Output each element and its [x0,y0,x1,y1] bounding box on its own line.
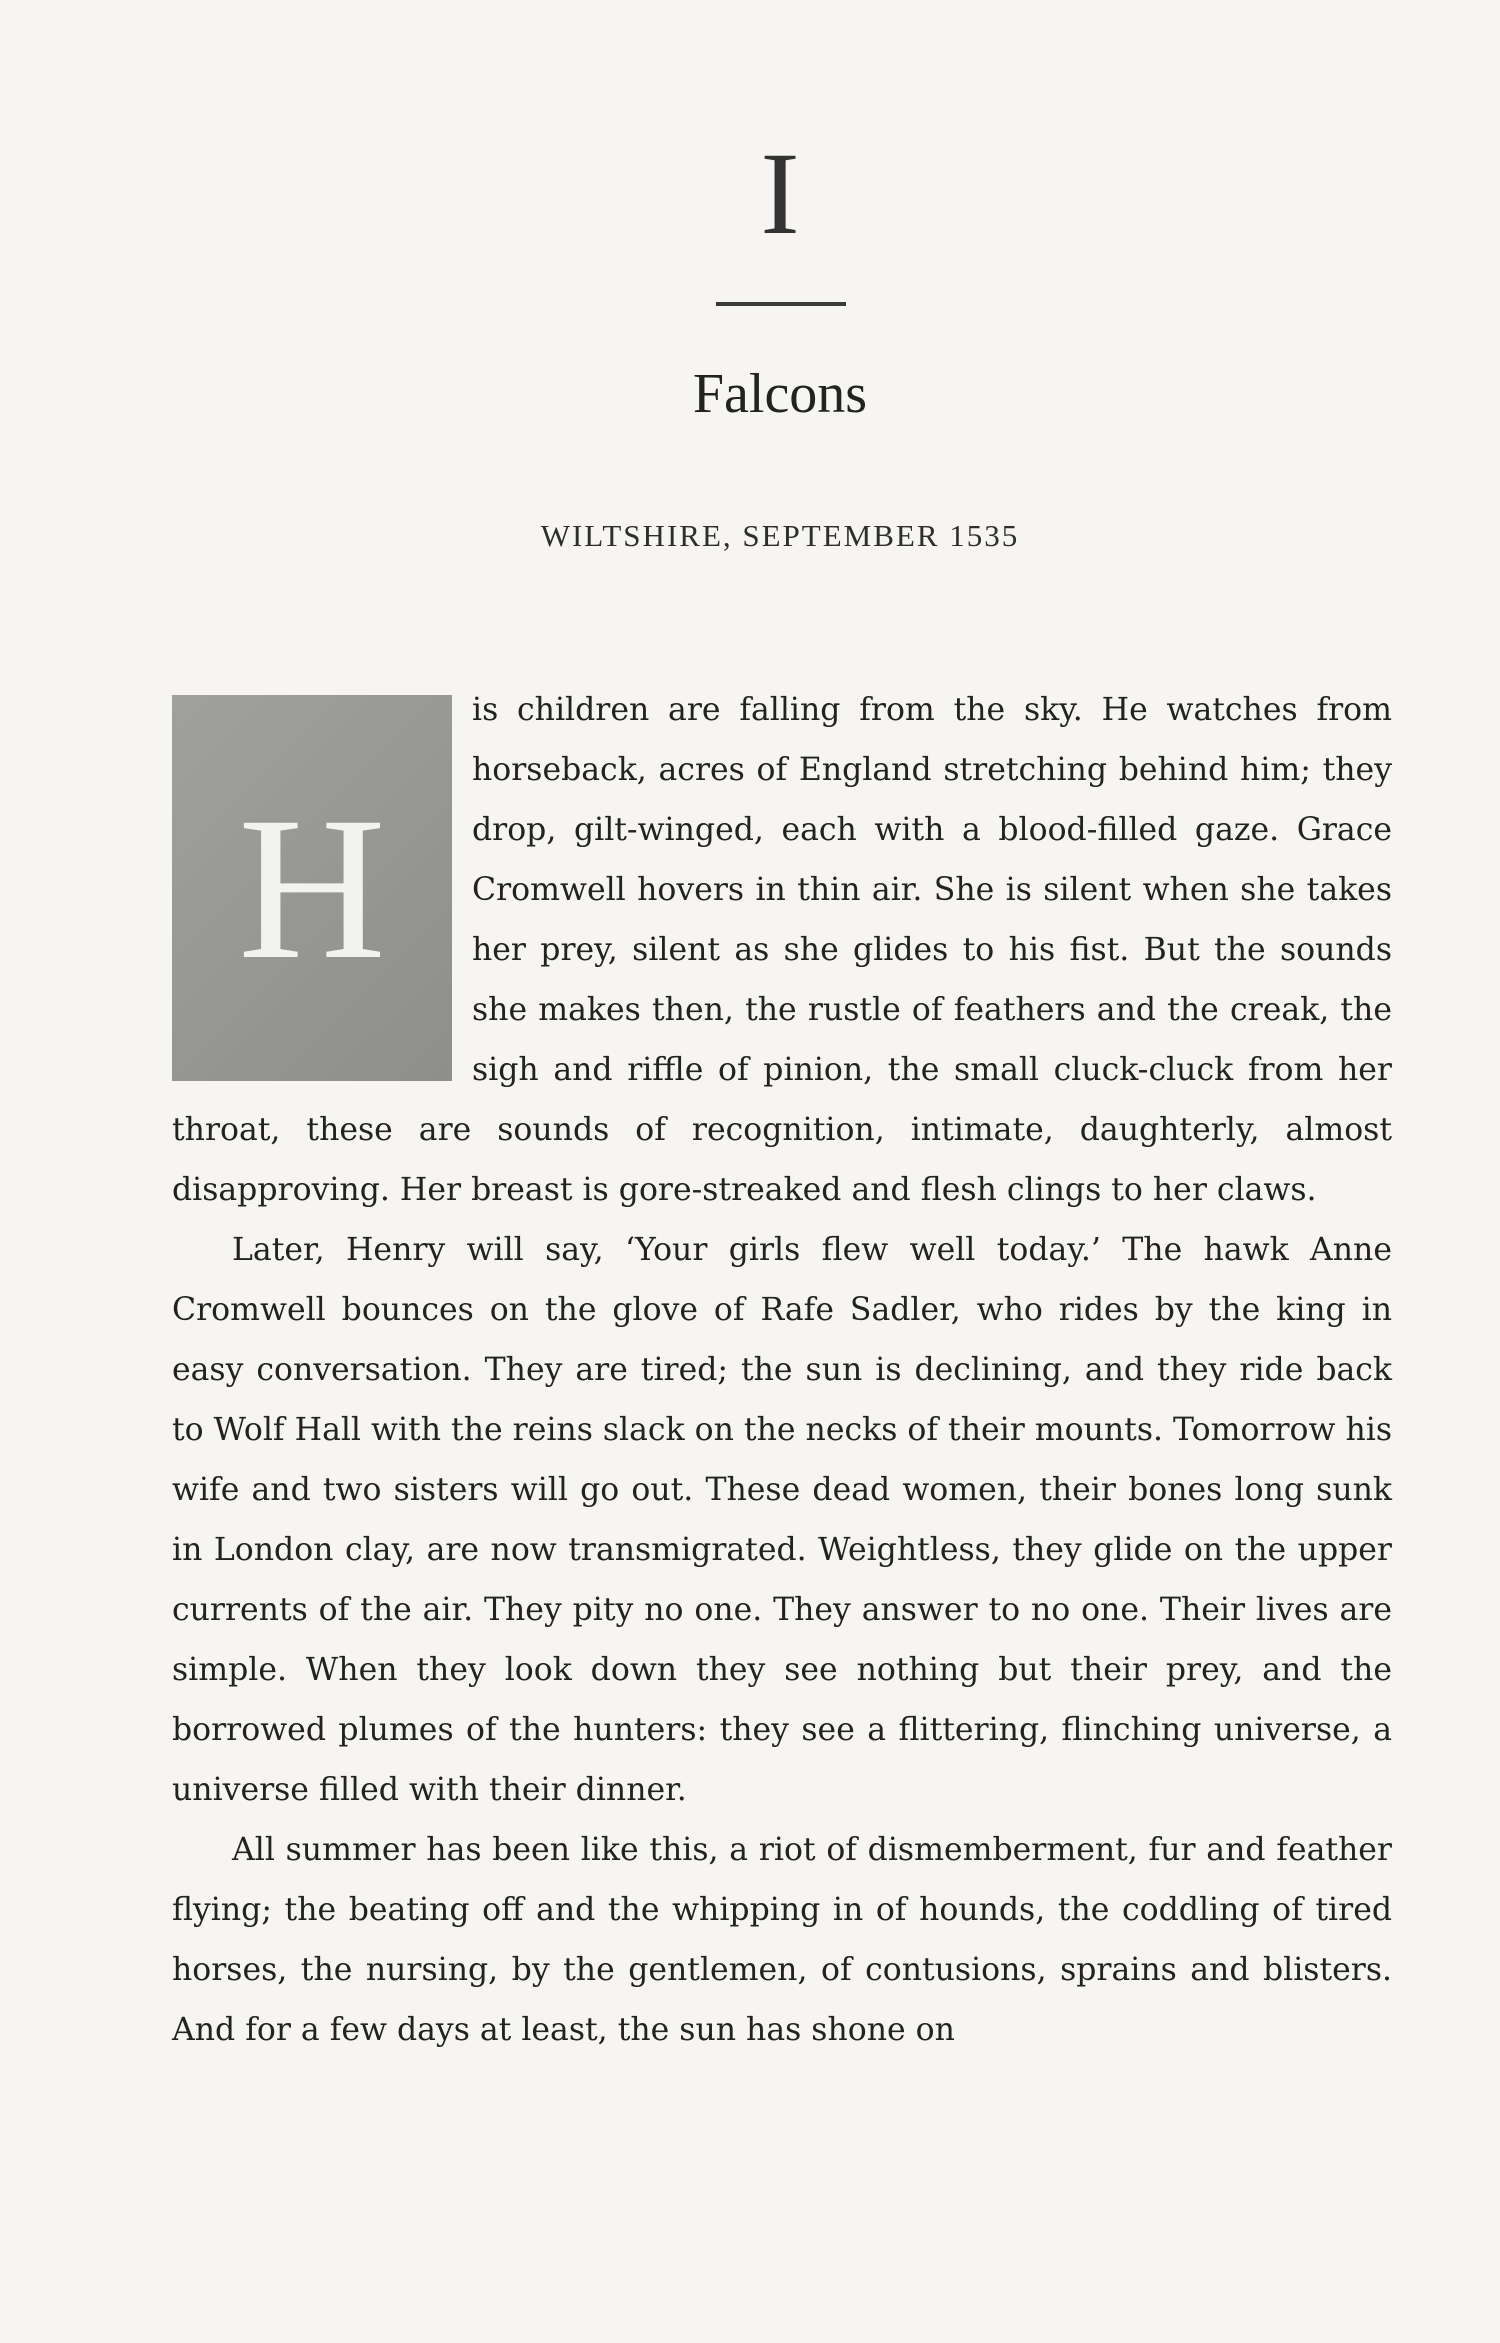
chapter-subtitle: WILTSHIRE, SEPTEMBER 1535 [540,518,1020,553]
drop-cap-letter: H [237,774,387,1002]
chapter-number: I [760,128,800,259]
paragraph-1: is children are falling from the sky. He watches from horseback, acres of England stretching behind him; they drop, gilt-winged, each with a blood-filled gaze. Grace Cromwell hovers in thin air. She is silent when she takes her prey, silent as she glides to his fist. But the sounds she makes then, the rustle of feathers and the creak, the sigh and riffle of pinion, the small cluck-cluck from her throat, these are sounds of recognition, intimate, daughterly, almost disapproving. Her breast is gore-streaked and flesh clings to her claws. [172,692,1392,1208]
body-text [172,680,1392,2060]
paragraph-2: Later, Henry will say, ‘Your girls flew well today.’ The hawk Anne Cromwell bounces on the glove of Rafe Sadler, who rides by the king in easy conversation. They are tired; the sun is declining, and they ride back to Wolf Hall with the reins slack on the necks of their mounts. Tomorrow his wife and two sisters will go out. These dead women, their bones long sunk in London clay, are now transmigrated. Weightless, they glide on the upper currents of the air. They pity no one. They answer to no one. Their lives are simple. When they look down they see nothing but their prey, and the borrowed plumes of the hunters: they see a flittering, flinching universe, a universe filled with their dinner. [172,1232,1392,1808]
chapter-title: Falcons [692,363,868,425]
paragraph-3: All summer has been like this, a riot of dismemberment, fur and feather flying; the beating off and the whipping in of hounds, the coddling of tired horses, the nursing, by the gentlemen, of contusions, sprains and blisters. And for a few days at least, the sun has shone on [172,1832,1392,2048]
chapter-divider [716,302,846,306]
